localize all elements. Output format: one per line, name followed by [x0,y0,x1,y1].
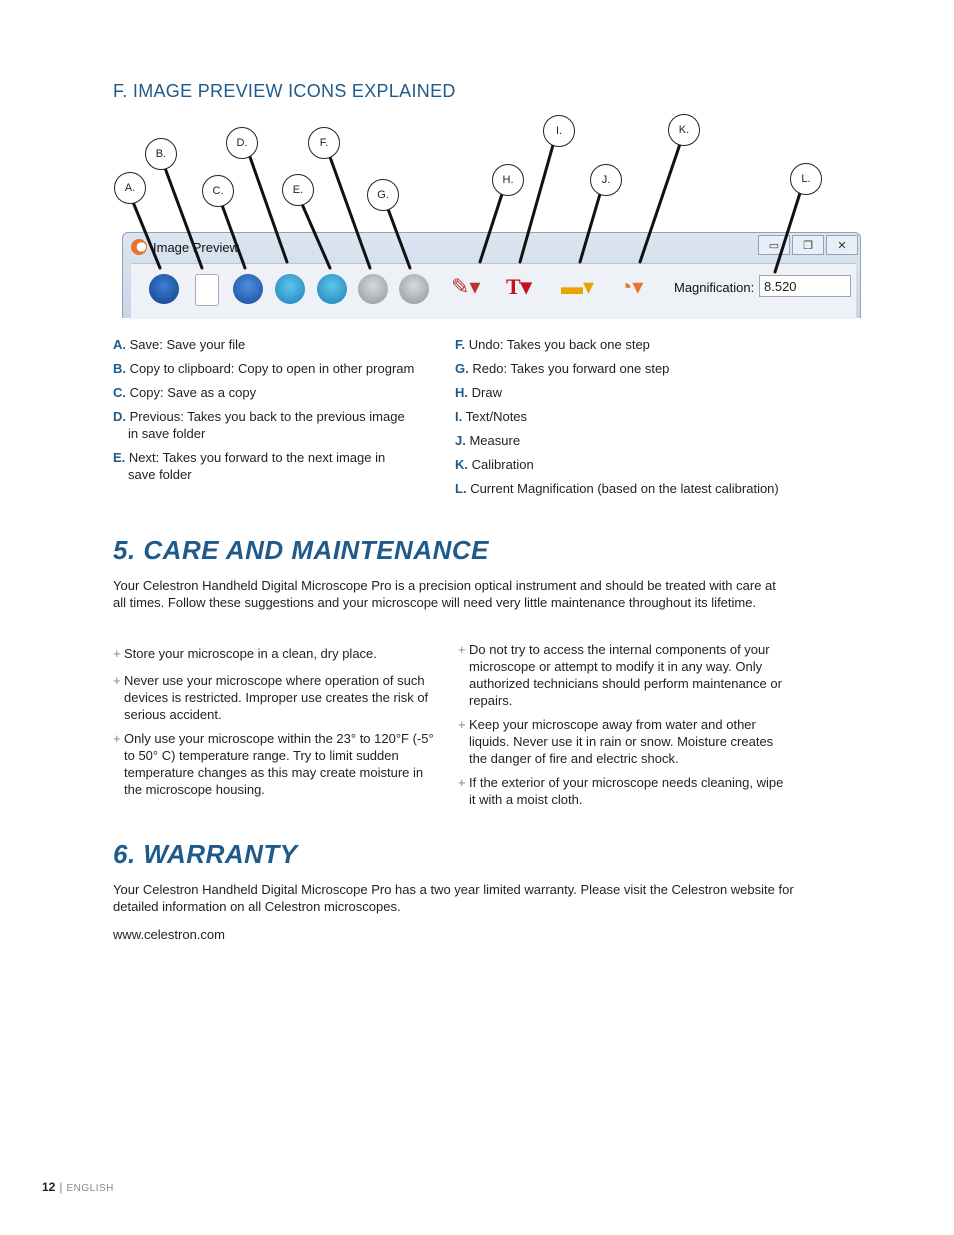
restore-icon[interactable]: ❐ [792,235,824,255]
callout-d: D. [226,127,258,159]
callout-b: B. [145,138,177,170]
callout-l: L. [790,163,822,195]
legend-item: L. Current Magnification (based on the latest calibration) [455,481,779,496]
callout-j: J. [590,164,622,196]
list-item: + Store your microscope in a clean, dry place. [113,646,377,661]
legend-item: H. Draw [455,385,502,400]
magnification-field[interactable]: 8.520 [759,275,851,297]
callout-e: E. [282,174,314,206]
care-bullets-right [458,641,788,815]
callout-k: K. [668,114,700,146]
legend-item: C. Copy: Save as a copy [113,385,257,400]
legend-item: D. Previous: Takes you back to the previous image in save folder [113,409,405,441]
callout-c: C. [202,175,234,207]
warranty-text: Your Celestron Handheld Digital Microscope Pro has a two year limited warranty. Please visit the Celestron website for detailed information on all Celestron microscopes. [113,882,794,914]
magnification-label: Magnification: [674,280,755,295]
list-item: + Keep your microscope away from water and other liquids. Never use it in rain or snow. Moisture creates the danger of fire and electric shock. [458,717,774,766]
legend-item: K. Calibration [455,457,534,472]
list-item: + Do not try to access the internal components of your microscope or attempt to modify it in any way. Only authorized technicians should perform maintenance or repairs. [458,642,782,708]
callout-g: G. [367,179,399,211]
list-item: + If the exterior of your microscope needs cleaning, wipe it with a moist cloth. [458,775,784,807]
warranty-heading: 6. WARRANTY [113,839,298,869]
legend-item: E. Next: Takes you forward to the next image in save folder [113,450,386,482]
celestron-link[interactable]: www.celestron.com [113,927,225,942]
legend-item: I. Text/Notes [455,409,528,424]
legend-item: F. Undo: Takes you back one step [455,337,650,352]
page-number: 12 [42,1180,56,1194]
window-title: Image Preview [153,240,239,255]
draw-pencil-icon[interactable]: ✎▾ [451,274,481,299]
list-item: + Never use your microscope where operation of such devices is restricted. Improper use creates the risk of serious accident. [113,673,429,722]
list-item: + Only use your microscope within the 23° to 120°F (-5° to 50° C) temperature range. Try to limit sudden temperature changes as this may create moisture in the microscope housing. [113,731,434,797]
legend-item: G. Redo: Takes you forward one step [455,361,670,376]
legend-item: J. Measure [455,433,521,448]
care-intro: Your Celestron Handheld Digital Microscope Pro is a precision optical instrument and should be treated with care at all times. Follow these suggestions and your microscope will need very little maintenance throughout its lifetime. [113,578,776,610]
close-icon[interactable]: ✕ [826,235,858,255]
section-title: F. IMAGE PREVIEW ICONS EXPLAINED [113,81,456,101]
care-bullets-left [113,645,438,805]
callout-f: F. [308,127,340,159]
text-notes-icon[interactable]: T▾ [506,274,532,299]
calibration-icon[interactable]: ◔▾ [619,274,644,299]
measure-icon[interactable]: ▬▾ [561,274,595,299]
legend-item: B. Copy to clipboard: Copy to open in other program [113,361,415,376]
footer-language: ENGLISH [66,1183,114,1194]
care-heading: 5. CARE AND MAINTENANCE [113,535,489,565]
minimize-icon[interactable]: ▭ [758,235,790,255]
callout-i: I. [543,115,575,147]
legend-left [113,336,443,490]
callout-a: A. [114,172,146,204]
legend-item: A. Save: Save your file [113,337,246,352]
footer-separator: | [59,1180,63,1194]
page-footer [42,1180,114,1194]
legend-right [455,336,855,504]
callout-h: H. [492,164,524,196]
